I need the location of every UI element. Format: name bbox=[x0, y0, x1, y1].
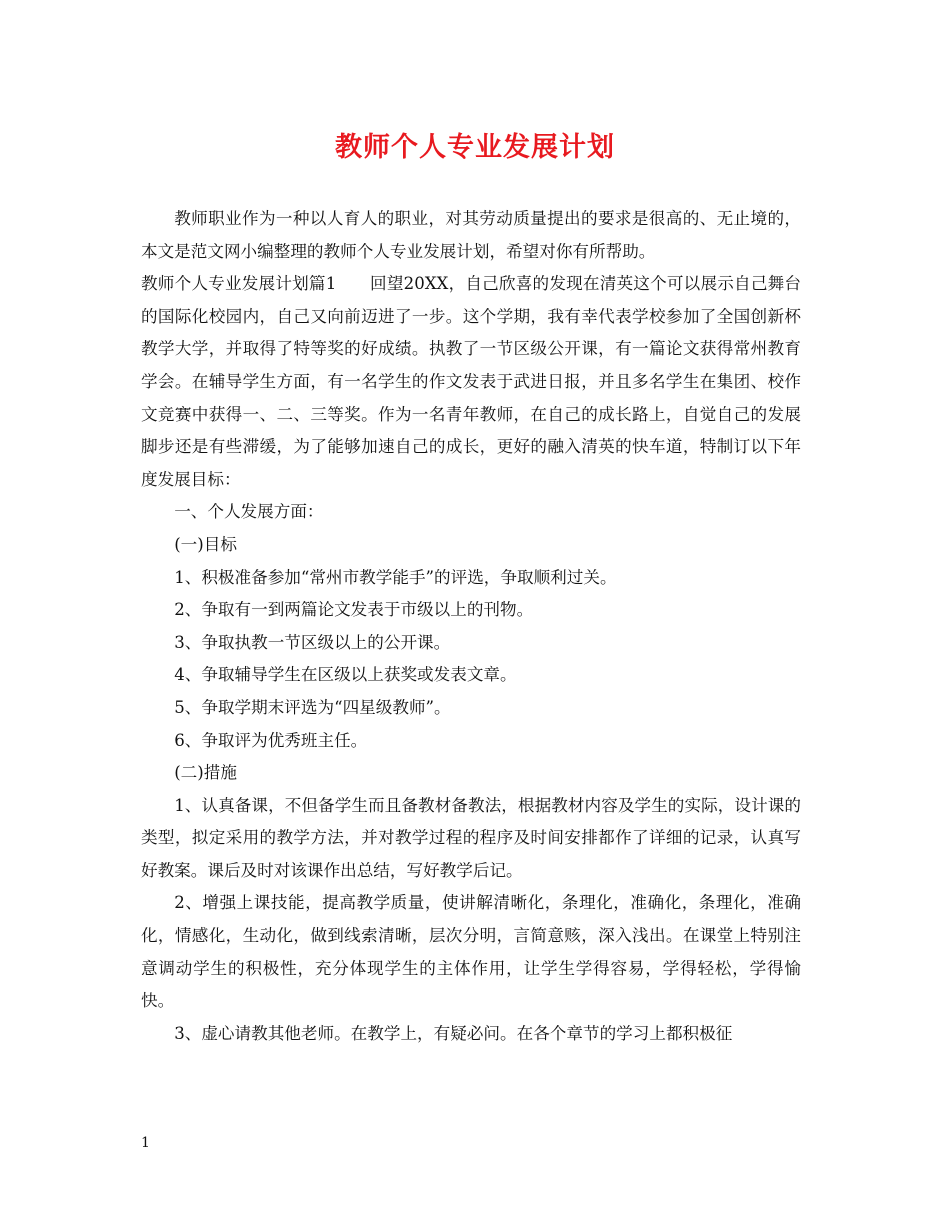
body-paragraph: 1、认真备课，不但备学生而且备教材备教法，根据教材内容及学生的实际，设计课的类型，拟定采用的教学方法，并对教学过程的程序及时间安排都作了详细的记录，认真写好教案。课后及时对该课作出总结，写好教学后记。 bbox=[141, 795, 801, 880]
body-paragraph: (二)措施 bbox=[174, 763, 237, 783]
body-paragraph: 教师职业作为一种以人育人的职业，对其劳动质量提出的要求是很高的、无止境的，本文是范文网小编整理的教师个人专业发展计划，希望对你有所帮助。 bbox=[141, 209, 801, 261]
body-paragraph: (一)目标 bbox=[174, 534, 237, 554]
body-paragraph: 3、虚心请教其他老师。在教学上，有疑必问。在各个章节的学习上都积极征 bbox=[174, 1023, 733, 1043]
body-paragraph: 3、争取执教一节区级以上的公开课。 bbox=[174, 632, 451, 652]
document-title: 教师个人专业发展计划 bbox=[335, 132, 615, 163]
body-paragraph: 一、个人发展方面： bbox=[174, 502, 324, 522]
body-paragraph: 1、积极准备参加“常州市教学能手”的评选，争取顺利过关。 bbox=[174, 567, 617, 587]
body-paragraph: 6、争取评为优秀班主任。 bbox=[174, 730, 368, 750]
body-paragraph: 2、争取有一到两篇论文发表于市级以上的刊物。 bbox=[174, 600, 534, 620]
body-paragraph: 4、争取辅导学生在区级以上获奖或发表文章。 bbox=[174, 665, 517, 685]
page-number: 1 bbox=[141, 1135, 150, 1151]
body-paragraph: 2、增强上课技能，提高教学质量，使讲解清晰化，条理化，准确化，条理化，准确化，情感化，生动化，做到线索清晰，层次分明，言简意赅，深入浅出。在课堂上特别注意调动学生的积极性，充分体现学生的主体作用，让学生学得容易，学得轻松，学得愉快。 bbox=[141, 893, 801, 1011]
document-body bbox=[141, 203, 801, 1050]
body-paragraph: 教师个人专业发展计划篇1 回望20XX，自己欣喜的发现在清英这个可以展示自己舞台的国际化校园内，自己又向前迈进了一步。这个学期，我有幸代表学校参加了全国创新杯教学大学，并取得了特等奖的好成绩。执教了一节区级公开课，有一篇论文获得常州教育学会。在辅导学生方面，有一名学生的作文发表于武进日报，并且多名学生在集团、校作文竞赛中获得一、二、三等奖。作为一名青年教师，在自己的成长路上，自觉自己的发展脚步还是有些滞缓，为了能够加速自己的成长，更好的融入清英的快车道，特制订以下年度发展目标： bbox=[141, 274, 801, 489]
body-paragraph: 5、争取学期末评选为“四星级教师”。 bbox=[174, 697, 451, 717]
